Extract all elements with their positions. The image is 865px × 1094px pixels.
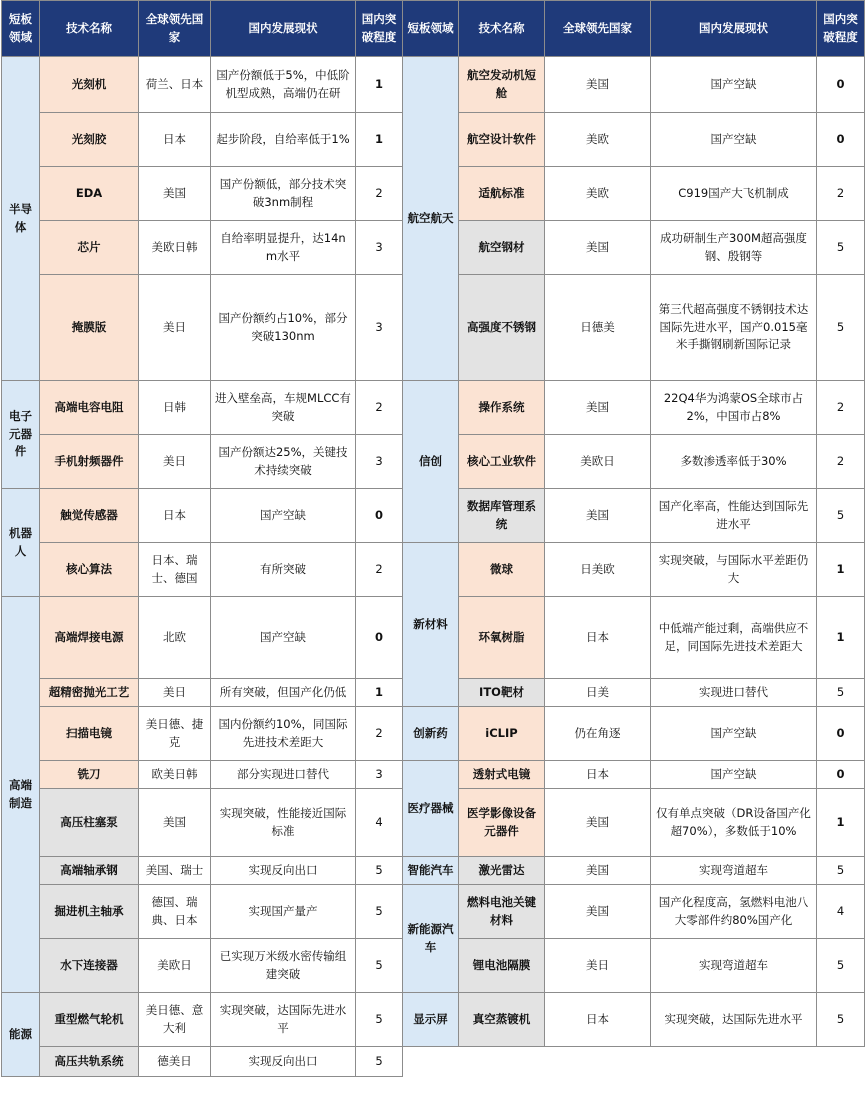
level-cell: 5 xyxy=(817,993,865,1047)
level-cell: 5 xyxy=(817,857,865,885)
country-cell: 美国 xyxy=(545,221,651,275)
table-row xyxy=(2,489,403,543)
domain-cell: 智能汽车 xyxy=(403,857,459,885)
domain-cell: 新能源汽车 xyxy=(403,885,459,993)
level-cell: 5 xyxy=(356,993,403,1047)
level-cell: 0 xyxy=(356,489,403,543)
country-cell: 美国 xyxy=(545,381,651,435)
table-row xyxy=(2,221,403,275)
tech-cell: 光刻机 xyxy=(40,57,139,113)
status-cell: 实现弯道超车 xyxy=(651,857,817,885)
status-cell: 国产空缺 xyxy=(211,489,356,543)
table-row xyxy=(2,679,403,707)
country-cell: 荷兰、日本 xyxy=(139,57,211,113)
status-cell: 国产空缺 xyxy=(651,113,817,167)
domain-cell: 能源 xyxy=(2,993,40,1077)
country-cell: 日韩 xyxy=(139,381,211,435)
table-row xyxy=(2,597,403,679)
status-cell: 实现突破，与国际水平差距仍大 xyxy=(651,543,817,597)
tech-cell: iCLIP xyxy=(459,707,545,761)
domain-cell: 机器人 xyxy=(2,489,40,597)
tech-cell: 航空设计软件 xyxy=(459,113,545,167)
status-cell: 第三代超高强度不锈钢技术达国际先进水平，国产0.015毫米手撕钢刷新国际记录 xyxy=(651,275,817,381)
header-domain: 短板领域 xyxy=(2,1,40,57)
level-cell: 1 xyxy=(817,543,865,597)
table-row xyxy=(403,381,865,435)
header-country: 全球领先国家 xyxy=(139,1,211,57)
status-cell: 国产份额低，部分技术突破3nm制程 xyxy=(211,167,356,221)
level-cell: 5 xyxy=(356,939,403,993)
tech-cell: 掘进机主轴承 xyxy=(40,885,139,939)
level-cell: 1 xyxy=(356,679,403,707)
tech-cell: 锂电池隔膜 xyxy=(459,939,545,993)
header-level: 国内突破程度 xyxy=(817,1,865,57)
level-cell: 0 xyxy=(356,597,403,679)
header-tech: 技术名称 xyxy=(40,1,139,57)
level-cell: 0 xyxy=(817,707,865,761)
tech-cell: EDA xyxy=(40,167,139,221)
tech-cell: 真空蒸镀机 xyxy=(459,993,545,1047)
status-cell: 仅有单点突破（DR设备国产化超70%），多数低于10% xyxy=(651,789,817,857)
tech-cell: 芯片 xyxy=(40,221,139,275)
tech-cell: 高端焊接电源 xyxy=(40,597,139,679)
status-cell: 国产空缺 xyxy=(651,761,817,789)
tech-cell: 核心工业软件 xyxy=(459,435,545,489)
table-row xyxy=(403,489,865,543)
tech-cell: 透射式电镜 xyxy=(459,761,545,789)
country-cell: 美欧日 xyxy=(545,435,651,489)
tech-cell: 铣刀 xyxy=(40,761,139,789)
table-row xyxy=(2,113,403,167)
status-cell: 实现弯道超车 xyxy=(651,939,817,993)
level-cell: 3 xyxy=(356,435,403,489)
level-cell: 5 xyxy=(817,939,865,993)
domain-cell: 显示屏 xyxy=(403,993,459,1047)
header-tech: 技术名称 xyxy=(459,1,545,57)
country-cell: 美欧 xyxy=(545,167,651,221)
table-row xyxy=(403,707,865,761)
right-table-header xyxy=(403,1,865,57)
domain-cell: 半导体 xyxy=(2,57,40,381)
table-row xyxy=(403,275,865,381)
table-row xyxy=(403,543,865,597)
level-cell: 2 xyxy=(356,543,403,597)
level-cell: 5 xyxy=(356,857,403,885)
country-cell: 美日德、意大利 xyxy=(139,993,211,1047)
status-cell: 起步阶段，自给率低于1% xyxy=(211,113,356,167)
table-row xyxy=(2,435,403,489)
tech-cell: 激光雷达 xyxy=(459,857,545,885)
tech-cell: 光刻胶 xyxy=(40,113,139,167)
tech-cell: 数据库管理系统 xyxy=(459,489,545,543)
header-status: 国内发展现状 xyxy=(211,1,356,57)
table-row xyxy=(2,57,403,113)
country-cell: 日本 xyxy=(139,113,211,167)
country-cell: 美欧日 xyxy=(139,939,211,993)
tech-cell: 高强度不锈钢 xyxy=(459,275,545,381)
tech-cell: 触觉传感器 xyxy=(40,489,139,543)
level-cell: 0 xyxy=(817,113,865,167)
level-cell: 4 xyxy=(817,885,865,939)
country-cell: 美国 xyxy=(545,789,651,857)
level-cell: 2 xyxy=(356,167,403,221)
domain-cell: 信创 xyxy=(403,381,459,543)
tech-cell: 超精密抛光工艺 xyxy=(40,679,139,707)
status-cell: 实现突破，性能接近国际标准 xyxy=(211,789,356,857)
status-cell: 国内份额约10%，同国际先进技术差距大 xyxy=(211,707,356,761)
table-row xyxy=(2,707,403,761)
country-cell: 美欧 xyxy=(545,113,651,167)
status-cell: 部分实现进口替代 xyxy=(211,761,356,789)
level-cell: 5 xyxy=(356,885,403,939)
status-cell: 已实现万米级水密传输组建突破 xyxy=(211,939,356,993)
country-cell: 美国 xyxy=(139,167,211,221)
country-cell: 美国、瑞士 xyxy=(139,857,211,885)
table-row xyxy=(2,789,403,857)
table-row xyxy=(403,939,865,993)
level-cell: 2 xyxy=(817,167,865,221)
level-cell: 5 xyxy=(817,489,865,543)
status-cell: 国产化程度高，氢燃料电池八大零部件约80%国产化 xyxy=(651,885,817,939)
country-cell: 日本、瑞士、德国 xyxy=(139,543,211,597)
status-cell: 实现反向出口 xyxy=(211,1047,356,1077)
country-cell: 美国 xyxy=(545,57,651,113)
domain-cell: 高端制造 xyxy=(2,597,40,993)
tech-cell: 高端电容电阻 xyxy=(40,381,139,435)
table-row xyxy=(2,993,403,1047)
country-cell: 日本 xyxy=(545,993,651,1047)
status-cell: 有所突破 xyxy=(211,543,356,597)
table-row xyxy=(403,761,865,789)
status-cell: 实现进口替代 xyxy=(651,679,817,707)
table-row xyxy=(2,381,403,435)
country-cell: 美日 xyxy=(139,435,211,489)
level-cell: 1 xyxy=(817,597,865,679)
tech-cell: 操作系统 xyxy=(459,381,545,435)
domain-cell: 电子元器件 xyxy=(2,381,40,489)
right-table-body xyxy=(403,57,865,1047)
country-cell: 日本 xyxy=(545,761,651,789)
country-cell: 美日 xyxy=(139,275,211,381)
country-cell: 德国、瑞典、日本 xyxy=(139,885,211,939)
level-cell: 4 xyxy=(356,789,403,857)
level-cell: 1 xyxy=(356,57,403,113)
level-cell: 3 xyxy=(356,221,403,275)
country-cell: 美日德、捷克 xyxy=(139,707,211,761)
tech-cell: 适航标准 xyxy=(459,167,545,221)
domain-cell: 医疗器械 xyxy=(403,761,459,857)
table-row xyxy=(403,789,865,857)
country-cell: 日德美 xyxy=(545,275,651,381)
status-cell: 多数渗透率低于30% xyxy=(651,435,817,489)
tech-cell: 重型燃气轮机 xyxy=(40,993,139,1047)
status-cell: 所有突破，但国产化仍低 xyxy=(211,679,356,707)
level-cell: 1 xyxy=(817,789,865,857)
status-cell: 实现突破，达国际先进水平 xyxy=(211,993,356,1047)
tech-cell: 医学影像设备元器件 xyxy=(459,789,545,857)
tech-cell: 航空钢材 xyxy=(459,221,545,275)
table-row xyxy=(403,221,865,275)
domain-cell: 新材料 xyxy=(403,543,459,707)
country-cell: 美国 xyxy=(545,857,651,885)
level-cell: 5 xyxy=(817,221,865,275)
domain-cell: 航空航天 xyxy=(403,57,459,381)
level-cell: 1 xyxy=(356,113,403,167)
status-cell: 实现突破，达国际先进水平 xyxy=(651,993,817,1047)
table-row xyxy=(2,543,403,597)
status-cell: 实现反向出口 xyxy=(211,857,356,885)
table-row xyxy=(2,275,403,381)
country-cell: 仍在角逐 xyxy=(545,707,651,761)
table-row xyxy=(2,761,403,789)
status-cell: 国产份额低于5%，中低阶机型成熟，高端仍在研 xyxy=(211,57,356,113)
header-country: 全球领先国家 xyxy=(545,1,651,57)
country-cell: 美日 xyxy=(545,939,651,993)
header-level: 国内突破程度 xyxy=(356,1,403,57)
table-row xyxy=(403,679,865,707)
tech-cell: 扫描电镜 xyxy=(40,707,139,761)
status-cell: 国产空缺 xyxy=(211,597,356,679)
country-cell: 德美日 xyxy=(139,1047,211,1077)
table-row xyxy=(2,1047,403,1077)
table-row xyxy=(403,885,865,939)
status-cell: C919国产大飞机制成 xyxy=(651,167,817,221)
status-cell: 国产化率高，性能达到国际先进水平 xyxy=(651,489,817,543)
country-cell: 日美 xyxy=(545,679,651,707)
level-cell: 5 xyxy=(817,679,865,707)
level-cell: 5 xyxy=(356,1047,403,1077)
right-technology-table xyxy=(402,0,865,1047)
country-cell: 日本 xyxy=(139,489,211,543)
table-row xyxy=(2,885,403,939)
level-cell: 2 xyxy=(817,435,865,489)
tech-cell: 环氧树脂 xyxy=(459,597,545,679)
level-cell: 0 xyxy=(817,761,865,789)
level-cell: 5 xyxy=(817,275,865,381)
status-cell: 中低端产能过剩，高端供应不足，同国际先进技术差距大 xyxy=(651,597,817,679)
table-row xyxy=(403,57,865,113)
domain-cell: 创新药 xyxy=(403,707,459,761)
tech-cell: 航空发动机短舱 xyxy=(459,57,545,113)
status-cell: 国产空缺 xyxy=(651,707,817,761)
country-cell: 北欧 xyxy=(139,597,211,679)
status-cell: 自给率明显提升，达14nm水平 xyxy=(211,221,356,275)
level-cell: 3 xyxy=(356,761,403,789)
status-cell: 22Q4华为鸿蒙OS全球市占2%，中国市占8% xyxy=(651,381,817,435)
tech-cell: 高压共轨系统 xyxy=(40,1047,139,1077)
tech-cell: 掩膜版 xyxy=(40,275,139,381)
level-cell: 3 xyxy=(356,275,403,381)
table-row xyxy=(2,857,403,885)
country-cell: 欧美日韩 xyxy=(139,761,211,789)
tech-cell: 高压柱塞泵 xyxy=(40,789,139,857)
left-technology-table xyxy=(1,0,403,1077)
level-cell: 2 xyxy=(817,381,865,435)
status-cell: 国产空缺 xyxy=(651,57,817,113)
country-cell: 美国 xyxy=(545,885,651,939)
table-row xyxy=(2,939,403,993)
header-domain: 短板领域 xyxy=(403,1,459,57)
tech-cell: 高端轴承钢 xyxy=(40,857,139,885)
country-cell: 美国 xyxy=(545,489,651,543)
country-cell: 日美欧 xyxy=(545,543,651,597)
status-cell: 实现国产量产 xyxy=(211,885,356,939)
country-cell: 日本 xyxy=(545,597,651,679)
left-table-body xyxy=(2,57,403,1077)
status-cell: 成功研制生产300M超高强度钢、殷钢等 xyxy=(651,221,817,275)
left-table-header xyxy=(2,1,403,57)
table-row xyxy=(403,857,865,885)
table-row xyxy=(403,113,865,167)
status-cell: 国产份额达25%，关键技术持续突破 xyxy=(211,435,356,489)
tech-cell: 燃料电池关键材料 xyxy=(459,885,545,939)
table-row xyxy=(2,167,403,221)
country-cell: 美国 xyxy=(139,789,211,857)
status-cell: 进入壁垒高，车规MLCC有突破 xyxy=(211,381,356,435)
status-cell: 国产份额约占10%，部分突破130nm xyxy=(211,275,356,381)
table-row xyxy=(403,597,865,679)
table-row xyxy=(403,435,865,489)
tech-cell: 核心算法 xyxy=(40,543,139,597)
table-row xyxy=(403,993,865,1047)
table-row xyxy=(403,167,865,221)
tech-cell: 微球 xyxy=(459,543,545,597)
tech-cell: 水下连接器 xyxy=(40,939,139,993)
tech-cell: 手机射频器件 xyxy=(40,435,139,489)
country-cell: 美日 xyxy=(139,679,211,707)
country-cell: 美欧日韩 xyxy=(139,221,211,275)
tech-cell: ITO靶材 xyxy=(459,679,545,707)
level-cell: 0 xyxy=(817,57,865,113)
level-cell: 2 xyxy=(356,381,403,435)
level-cell: 2 xyxy=(356,707,403,761)
header-status: 国内发展现状 xyxy=(651,1,817,57)
